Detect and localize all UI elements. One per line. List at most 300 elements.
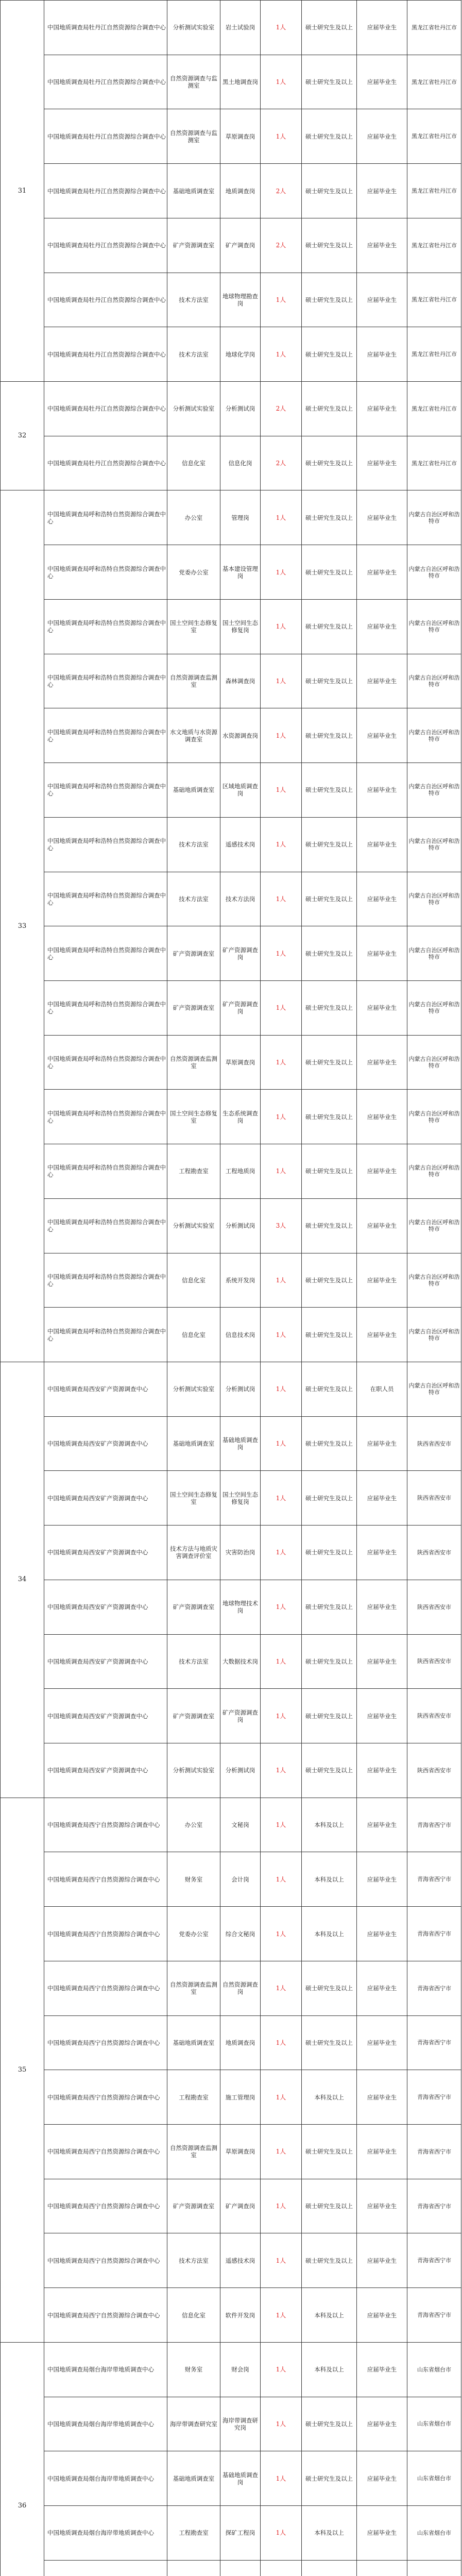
position-cell: 矿产调查岗: [220, 218, 261, 273]
employer-cell: 中国地质调查局牡丹江自然资源综合调查中心: [44, 327, 167, 382]
work-location-cell: 内蒙古自治区呼和浩特市: [407, 1035, 461, 1090]
applicant-type-cell: 应届毕业生: [357, 2451, 407, 2506]
work-location-cell: 黑龙江省牡丹江市: [407, 436, 461, 490]
headcount-cell: 1人: [261, 2125, 302, 2179]
group-number-cell: 36: [1, 2342, 44, 2576]
work-location-cell: 山东省烟台市: [407, 2342, 461, 2397]
education-cell: 硕士研究生及以上: [302, 1580, 357, 1634]
headcount-cell: 2人: [261, 218, 302, 273]
position-cell: 分析测试岗: [220, 382, 261, 436]
applicant-type-cell: 应届毕业生: [357, 1, 407, 55]
table-row: [1, 55, 461, 109]
employer-cell: 中国地质调查局呼和浩特自然资源综合调查中心: [44, 980, 167, 1035]
table-row: [1, 708, 461, 763]
applicant-type-cell: 应届毕业生: [357, 2015, 407, 2070]
table-body: [1, 1, 461, 2576]
department-cell: 矿产资源调查室: [167, 1580, 220, 1634]
work-location-cell: 黑龙江省牡丹江市: [407, 382, 461, 436]
employer-cell: 中国地质调查局西安矿产资源调查中心: [44, 1526, 167, 1580]
position-cell: 岩土试验岗: [220, 1, 261, 55]
applicant-type-cell: 应届毕业生: [357, 872, 407, 926]
work-location-cell: 陕西省西安市: [407, 1526, 461, 1580]
headcount-cell: 2人: [261, 382, 302, 436]
headcount-cell: 1人: [261, 1362, 302, 1416]
table-row: [1, 273, 461, 327]
work-location-cell: 青海省西宁市: [407, 2125, 461, 2179]
education-cell: 硕士研究生及以上: [302, 1471, 357, 1526]
department-cell: 分析测试实验室: [167, 382, 220, 436]
employer-cell: 中国地质调查局呼和浩特自然资源综合调查中心: [44, 708, 167, 763]
applicant-type-cell: 应届毕业生: [357, 980, 407, 1035]
education-cell: 硕士研究生及以上: [302, 1634, 357, 1689]
employer-cell: 中国地质调查局西宁自然资源综合调查中心: [44, 2125, 167, 2179]
employer-cell: 中国地质调查局呼和浩特自然资源综合调查中心: [44, 1035, 167, 1090]
position-cell: 分析测试岗: [220, 1362, 261, 1416]
education-cell: 本科及以上: [302, 2506, 357, 2561]
work-location-cell: 内蒙古自治区呼和浩特市: [407, 708, 461, 763]
headcount-cell: 1人: [261, 1416, 302, 1471]
table-row: [1, 654, 461, 708]
position-cell: [220, 2560, 261, 2576]
employer-cell: 中国地质调查局牡丹江自然资源综合调查中心: [44, 218, 167, 273]
education-cell: 硕士研究生及以上: [302, 980, 357, 1035]
table-row: [1, 545, 461, 600]
work-location-cell: 青海省西宁市: [407, 2288, 461, 2343]
department-cell: 信息化室: [167, 1308, 220, 1362]
position-cell: 矿产资源调查岗: [220, 1689, 261, 1743]
applicant-type-cell: [357, 2560, 407, 2576]
department-cell: 工程勘查室: [167, 1144, 220, 1199]
department-cell: 基础地质调查室: [167, 164, 220, 218]
headcount-cell: 1人: [261, 817, 302, 872]
education-cell: 硕士研究生及以上: [302, 55, 357, 109]
employer-cell: 中国地质调查局呼和浩特自然资源综合调查中心: [44, 1144, 167, 1199]
employer-cell: 中国地质调查局西宁自然资源综合调查中心: [44, 2179, 167, 2233]
applicant-type-cell: 应届毕业生: [357, 1035, 407, 1090]
work-location-cell: 内蒙古自治区呼和浩特市: [407, 1198, 461, 1253]
work-location-cell: 内蒙古自治区呼和浩特市: [407, 545, 461, 600]
headcount-cell: 1人: [261, 2506, 302, 2561]
position-cell: 地质调查岗: [220, 164, 261, 218]
employer-cell: 中国地质调查局呼和浩特自然资源综合调查中心: [44, 872, 167, 926]
position-cell: 遥感技术岗: [220, 2233, 261, 2288]
education-cell: 硕士研究生及以上: [302, 218, 357, 273]
education-cell: 本科及以上: [302, 2288, 357, 2343]
education-cell: 硕士研究生及以上: [302, 1308, 357, 1362]
education-cell: 硕士研究生及以上: [302, 2015, 357, 2070]
employer-cell: 中国地质调查局西安矿产资源调查中心: [44, 1362, 167, 1416]
headcount-cell: 1人: [261, 2288, 302, 2343]
applicant-type-cell: 应届毕业生: [357, 708, 407, 763]
headcount-cell: 1人: [261, 1144, 302, 1199]
work-location-cell: 内蒙古自治区呼和浩特市: [407, 872, 461, 926]
headcount-cell: 1人: [261, 1253, 302, 1308]
table-row: [1, 109, 461, 164]
position-cell: 地质调查岗: [220, 2015, 261, 2070]
position-cell: 基本建设管理岗: [220, 545, 261, 600]
department-cell: 基础地质调查室: [167, 2015, 220, 2070]
table-row: [1, 1362, 461, 1416]
position-cell: 信息技术岗: [220, 1308, 261, 1362]
employer-cell: 中国地质调查局牡丹江自然资源综合调查中心: [44, 1, 167, 55]
department-cell: 技术方法室: [167, 817, 220, 872]
applicant-type-cell: 应届毕业生: [357, 55, 407, 109]
headcount-cell: 1人: [261, 872, 302, 926]
headcount-cell: 1人: [261, 327, 302, 382]
education-cell: 硕士研究生及以上: [302, 763, 357, 818]
education-cell: 硕士研究生及以上: [302, 382, 357, 436]
work-location-cell: 内蒙古自治区呼和浩特市: [407, 926, 461, 981]
headcount-cell: 1人: [261, 708, 302, 763]
headcount-cell: 1人: [261, 490, 302, 545]
work-location-cell: 青海省西宁市: [407, 1852, 461, 1907]
headcount-cell: 1人: [261, 1852, 302, 1907]
department-cell: 技术方法室: [167, 872, 220, 926]
employer-cell: 中国地质调查局呼和浩特自然资源综合调查中心: [44, 545, 167, 600]
work-location-cell: 青海省西宁市: [407, 1798, 461, 1852]
department-cell: 信息化室: [167, 1253, 220, 1308]
education-cell: 硕士研究生及以上: [302, 2233, 357, 2288]
department-cell: 自然资源调查监测室: [167, 1961, 220, 2015]
education-cell: 硕士研究生及以上: [302, 273, 357, 327]
department-cell: 自然资源调查与监测室: [167, 55, 220, 109]
position-cell: 森林调查岗: [220, 654, 261, 708]
position-cell: 国土空间生态修复岗: [220, 1471, 261, 1526]
table-row: [1, 1798, 461, 1852]
applicant-type-cell: 应届毕业生: [357, 1798, 407, 1852]
group-number-cell: 32: [1, 382, 44, 490]
work-location-cell: 内蒙古自治区呼和浩特市: [407, 817, 461, 872]
table-row: [1, 2506, 461, 2561]
group-number-cell: 31: [1, 1, 44, 382]
position-cell: 矿产资源调查岗: [220, 926, 261, 981]
department-cell: 自然资源调查监测室: [167, 1035, 220, 1090]
department-cell: 矿产资源调查室: [167, 2179, 220, 2233]
applicant-type-cell: 应届毕业生: [357, 2125, 407, 2179]
work-location-cell: 陕西省西安市: [407, 1743, 461, 1798]
department-cell: 基础地质调查室: [167, 2451, 220, 2506]
table-row: [1, 436, 461, 490]
headcount-cell: 1人: [261, 1689, 302, 1743]
applicant-type-cell: 应届毕业生: [357, 599, 407, 654]
department-cell: 工程勘查室: [167, 2506, 220, 2561]
department-cell: 党委办公室: [167, 545, 220, 600]
applicant-type-cell: 应届毕业生: [357, 1253, 407, 1308]
applicant-type-cell: 应届毕业生: [357, 1144, 407, 1199]
education-cell: 硕士研究生及以上: [302, 2125, 357, 2179]
table-row: [1, 1743, 461, 1798]
position-cell: 文秘岗: [220, 1798, 261, 1852]
work-location-cell: 山东省烟台市: [407, 2451, 461, 2506]
education-cell: 硕士研究生及以上: [302, 817, 357, 872]
department-cell: 技术方法室: [167, 327, 220, 382]
applicant-type-cell: 应届毕业生: [357, 545, 407, 600]
applicant-type-cell: 应届毕业生: [357, 763, 407, 818]
position-cell: 区域地质调查岗: [220, 763, 261, 818]
table-row: [1, 1689, 461, 1743]
department-cell: 技术方法室: [167, 1634, 220, 1689]
education-cell: 硕士研究生及以上: [302, 109, 357, 164]
table-row: [1, 763, 461, 818]
work-location-cell: 陕西省西安市: [407, 1416, 461, 1471]
department-cell: 技术方法与地质灾害调查评价室: [167, 1526, 220, 1580]
department-cell: 自然资源调查与监测室: [167, 109, 220, 164]
employer-cell: 中国地质调查局西安矿产资源调查中心: [44, 1689, 167, 1743]
table-row: [1, 980, 461, 1035]
department-cell: 信息化室: [167, 2288, 220, 2343]
table-row: [1, 2070, 461, 2125]
employer-cell: 中国地质调查局西宁自然资源综合调查中心: [44, 2288, 167, 2343]
applicant-type-cell: 应届毕业生: [357, 436, 407, 490]
headcount-cell: 1人: [261, 926, 302, 981]
table-row: [1, 1907, 461, 1961]
headcount-cell: 1人: [261, 55, 302, 109]
work-location-cell: 内蒙古自治区呼和浩特市: [407, 490, 461, 545]
work-location-cell: 黑龙江省牡丹江市: [407, 218, 461, 273]
employer-cell: 中国地质调查局西宁自然资源综合调查中心: [44, 2233, 167, 2288]
employer-cell: 中国地质调查局西安矿产资源调查中心: [44, 1416, 167, 1471]
table-row: [1, 490, 461, 545]
employer-cell: 中国地质调查局牡丹江自然资源综合调查中心: [44, 109, 167, 164]
education-cell: 本科及以上: [302, 1907, 357, 1961]
position-cell: 大数据技术岗: [220, 1634, 261, 1689]
employer-cell: 中国地质调查局西安矿产资源调查中心: [44, 1580, 167, 1634]
department-cell: 矿产资源调查室: [167, 1689, 220, 1743]
applicant-type-cell: 应届毕业生: [357, 1634, 407, 1689]
applicant-type-cell: 应届毕业生: [357, 1090, 407, 1144]
headcount-cell: 1人: [261, 2451, 302, 2506]
department-cell: 技术方法室: [167, 2233, 220, 2288]
work-location-cell: 黑龙江省牡丹江市: [407, 109, 461, 164]
headcount-cell: 1人: [261, 980, 302, 1035]
position-cell: 遥感技术岗: [220, 817, 261, 872]
headcount-cell: 1人: [261, 1634, 302, 1689]
employer-cell: 中国地质调查局西安矿产资源调查中心: [44, 1471, 167, 1526]
table-row: [1, 599, 461, 654]
group-number-cell: 33: [1, 490, 44, 1362]
position-cell: 地球化学岗: [220, 327, 261, 382]
work-location-cell: 黑龙江省牡丹江市: [407, 164, 461, 218]
headcount-cell: 1人: [261, 2070, 302, 2125]
table-row: [1, 1416, 461, 1471]
work-location-cell: 山东省烟台市: [407, 2397, 461, 2451]
table-row: [1, 2560, 461, 2576]
education-cell: 硕士研究生及以上: [302, 2179, 357, 2233]
position-cell: 地球物理技术岗: [220, 1580, 261, 1634]
table-row: [1, 382, 461, 436]
position-cell: 水资源调查岗: [220, 708, 261, 763]
applicant-type-cell: 应届毕业生: [357, 2506, 407, 2561]
table-row: [1, 1634, 461, 1689]
employer-cell: 中国地质调查局呼和浩特自然资源综合调查中心: [44, 599, 167, 654]
applicant-type-cell: 应届毕业生: [357, 109, 407, 164]
table-row: [1, 327, 461, 382]
position-cell: 黑土地调查岗: [220, 55, 261, 109]
applicant-type-cell: 应届毕业生: [357, 1689, 407, 1743]
employer-cell: 中国地质调查局西宁自然资源综合调查中心: [44, 1907, 167, 1961]
table-row: [1, 1090, 461, 1144]
department-cell: 矿产资源调查室: [167, 218, 220, 273]
department-cell: 国土空间生态修复室: [167, 1471, 220, 1526]
headcount-cell: 1人: [261, 654, 302, 708]
applicant-type-cell: 应届毕业生: [357, 2179, 407, 2233]
position-cell: 分析测试岗: [220, 1198, 261, 1253]
department-cell: 海岸带调查研究室: [167, 2397, 220, 2451]
department-cell: 国土空间生态修复室: [167, 1090, 220, 1144]
headcount-cell: 2人: [261, 436, 302, 490]
table-row: [1, 1526, 461, 1580]
work-location-cell: 黑龙江省牡丹江市: [407, 327, 461, 382]
work-location-cell: 内蒙古自治区呼和浩特市: [407, 1253, 461, 1308]
work-location-cell: 黑龙江省牡丹江市: [407, 55, 461, 109]
table-row: [1, 2397, 461, 2451]
table-row: [1, 2015, 461, 2070]
education-cell: [302, 2560, 357, 2576]
department-cell: 基础地质调查室: [167, 1416, 220, 1471]
employer-cell: 中国地质调查局烟台海岸带地质调查中心: [44, 2451, 167, 2506]
work-location-cell: 青海省西宁市: [407, 1961, 461, 2015]
education-cell: 硕士研究生及以上: [302, 1526, 357, 1580]
employer-cell: 中国地质调查局西宁自然资源综合调查中心: [44, 2015, 167, 2070]
employer-cell: 中国地质调查局呼和浩特自然资源综合调查中心: [44, 817, 167, 872]
applicant-type-cell: 应届毕业生: [357, 1526, 407, 1580]
headcount-cell: 1人: [261, 273, 302, 327]
table-row: [1, 1580, 461, 1634]
employer-cell: [44, 2560, 167, 2576]
table-row: [1, 1, 461, 55]
headcount-cell: 1人: [261, 1580, 302, 1634]
work-location-cell: 内蒙古自治区呼和浩特市: [407, 980, 461, 1035]
education-cell: 硕士研究生及以上: [302, 1, 357, 55]
department-cell: 分析测试实验室: [167, 1743, 220, 1798]
education-cell: 硕士研究生及以上: [302, 164, 357, 218]
work-location-cell: 山东省烟台市: [407, 2506, 461, 2561]
headcount-cell: 1人: [261, 1798, 302, 1852]
work-location-cell: 内蒙古自治区呼和浩特市: [407, 1090, 461, 1144]
table-row: [1, 164, 461, 218]
table-row: [1, 1471, 461, 1526]
headcount-cell: 1人: [261, 599, 302, 654]
position-cell: 财会岗: [220, 2342, 261, 2397]
applicant-type-cell: 应届毕业生: [357, 1907, 407, 1961]
applicant-type-cell: 应届毕业生: [357, 273, 407, 327]
department-cell: 财务室: [167, 2342, 220, 2397]
education-cell: 硕士研究生及以上: [302, 1416, 357, 1471]
department-cell: 技术方法室: [167, 273, 220, 327]
position-cell: 基础地质调查岗: [220, 2451, 261, 2506]
table-row: [1, 817, 461, 872]
department-cell: 基础地质调查室: [167, 763, 220, 818]
employer-cell: 中国地质调查局牡丹江自然资源综合调查中心: [44, 382, 167, 436]
work-location-cell: 青海省西宁市: [407, 2233, 461, 2288]
table-row: [1, 2451, 461, 2506]
department-cell: 分析测试实验室: [167, 1, 220, 55]
education-cell: 硕士研究生及以上: [302, 1144, 357, 1199]
work-location-cell: 青海省西宁市: [407, 1907, 461, 1961]
table-row: [1, 2179, 461, 2233]
position-cell: 信息化岗: [220, 436, 261, 490]
table-row: [1, 1144, 461, 1199]
applicant-type-cell: 应届毕业生: [357, 1961, 407, 2015]
position-cell: 基础地质调查岗: [220, 1416, 261, 1471]
education-cell: 硕士研究生及以上: [302, 1689, 357, 1743]
employer-cell: 中国地质调查局呼和浩特自然资源综合调查中心: [44, 654, 167, 708]
employer-cell: 中国地质调查局西宁自然资源综合调查中心: [44, 2070, 167, 2125]
applicant-type-cell: 应届毕业生: [357, 1743, 407, 1798]
education-cell: 硕士研究生及以上: [302, 2451, 357, 2506]
headcount-cell: 1人: [261, 1090, 302, 1144]
education-cell: 硕士研究生及以上: [302, 1035, 357, 1090]
position-cell: 管理岗: [220, 490, 261, 545]
table-row: [1, 2342, 461, 2397]
table-row: [1, 872, 461, 926]
work-location-cell: 内蒙古自治区呼和浩特市: [407, 654, 461, 708]
work-location-cell: 青海省西宁市: [407, 2015, 461, 2070]
work-location-cell: 黑龙江省牡丹江市: [407, 273, 461, 327]
position-cell: 生态系统调查岗: [220, 1090, 261, 1144]
education-cell: 硕士研究生及以上: [302, 654, 357, 708]
education-cell: 硕士研究生及以上: [302, 1253, 357, 1308]
education-cell: 本科及以上: [302, 1798, 357, 1852]
work-location-cell: 陕西省西安市: [407, 1634, 461, 1689]
education-cell: 硕士研究生及以上: [302, 2397, 357, 2451]
headcount-cell: 1人: [261, 1961, 302, 2015]
position-cell: 分析测试岗: [220, 1743, 261, 1798]
department-cell: 办公室: [167, 1798, 220, 1852]
department-cell: 分析测试实验室: [167, 1198, 220, 1253]
position-cell: 施工管理岗: [220, 2070, 261, 2125]
department-cell: 矿产资源调查室: [167, 926, 220, 981]
applicant-type-cell: 应届毕业生: [357, 1471, 407, 1526]
employer-cell: 中国地质调查局西宁自然资源综合调查中心: [44, 1798, 167, 1852]
position-cell: 探矿工程岗: [220, 2506, 261, 2561]
employer-cell: 中国地质调查局烟台海岸带地质调查中心: [44, 2506, 167, 2561]
education-cell: 本科及以上: [302, 1852, 357, 1907]
position-cell: 系统开发岗: [220, 1253, 261, 1308]
position-cell: 草原调查岗: [220, 1035, 261, 1090]
applicant-type-cell: 应届毕业生: [357, 218, 407, 273]
work-location-cell: 青海省西宁市: [407, 2179, 461, 2233]
position-cell: 会计岗: [220, 1852, 261, 1907]
department-cell: 财务室: [167, 1852, 220, 1907]
employer-cell: 中国地质调查局呼和浩特自然资源综合调查中心: [44, 1198, 167, 1253]
position-cell: 国土空间生态修复岗: [220, 599, 261, 654]
position-cell: 综合文秘岗: [220, 1907, 261, 1961]
applicant-type-cell: 应届毕业生: [357, 164, 407, 218]
headcount-cell: 1人: [261, 1, 302, 55]
headcount-cell: 1人: [261, 763, 302, 818]
headcount-cell: 2人: [261, 164, 302, 218]
education-cell: 硕士研究生及以上: [302, 490, 357, 545]
headcount-cell: 1人: [261, 2179, 302, 2233]
headcount-cell: 1人: [261, 545, 302, 600]
employer-cell: 中国地质调查局烟台海岸带地质调查中心: [44, 2397, 167, 2451]
applicant-type-cell: 应届毕业生: [357, 1852, 407, 1907]
position-cell: 工程地质岗: [220, 1144, 261, 1199]
headcount-cell: 1人: [261, 2342, 302, 2397]
position-cell: 矿产资源调查岗: [220, 980, 261, 1035]
applicant-type-cell: 应届毕业生: [357, 2288, 407, 2343]
education-cell: 硕士研究生及以上: [302, 872, 357, 926]
headcount-cell: 1人: [261, 1907, 302, 1961]
work-location-cell: 陕西省西安市: [407, 1689, 461, 1743]
headcount-cell: 1人: [261, 1308, 302, 1362]
education-cell: 硕士研究生及以上: [302, 436, 357, 490]
position-cell: 地球物理勘查岗: [220, 273, 261, 327]
headcount-cell: 1人: [261, 109, 302, 164]
work-location-cell: 陕西省西安市: [407, 1471, 461, 1526]
employer-cell: 中国地质调查局呼和浩特自然资源综合调查中心: [44, 1308, 167, 1362]
